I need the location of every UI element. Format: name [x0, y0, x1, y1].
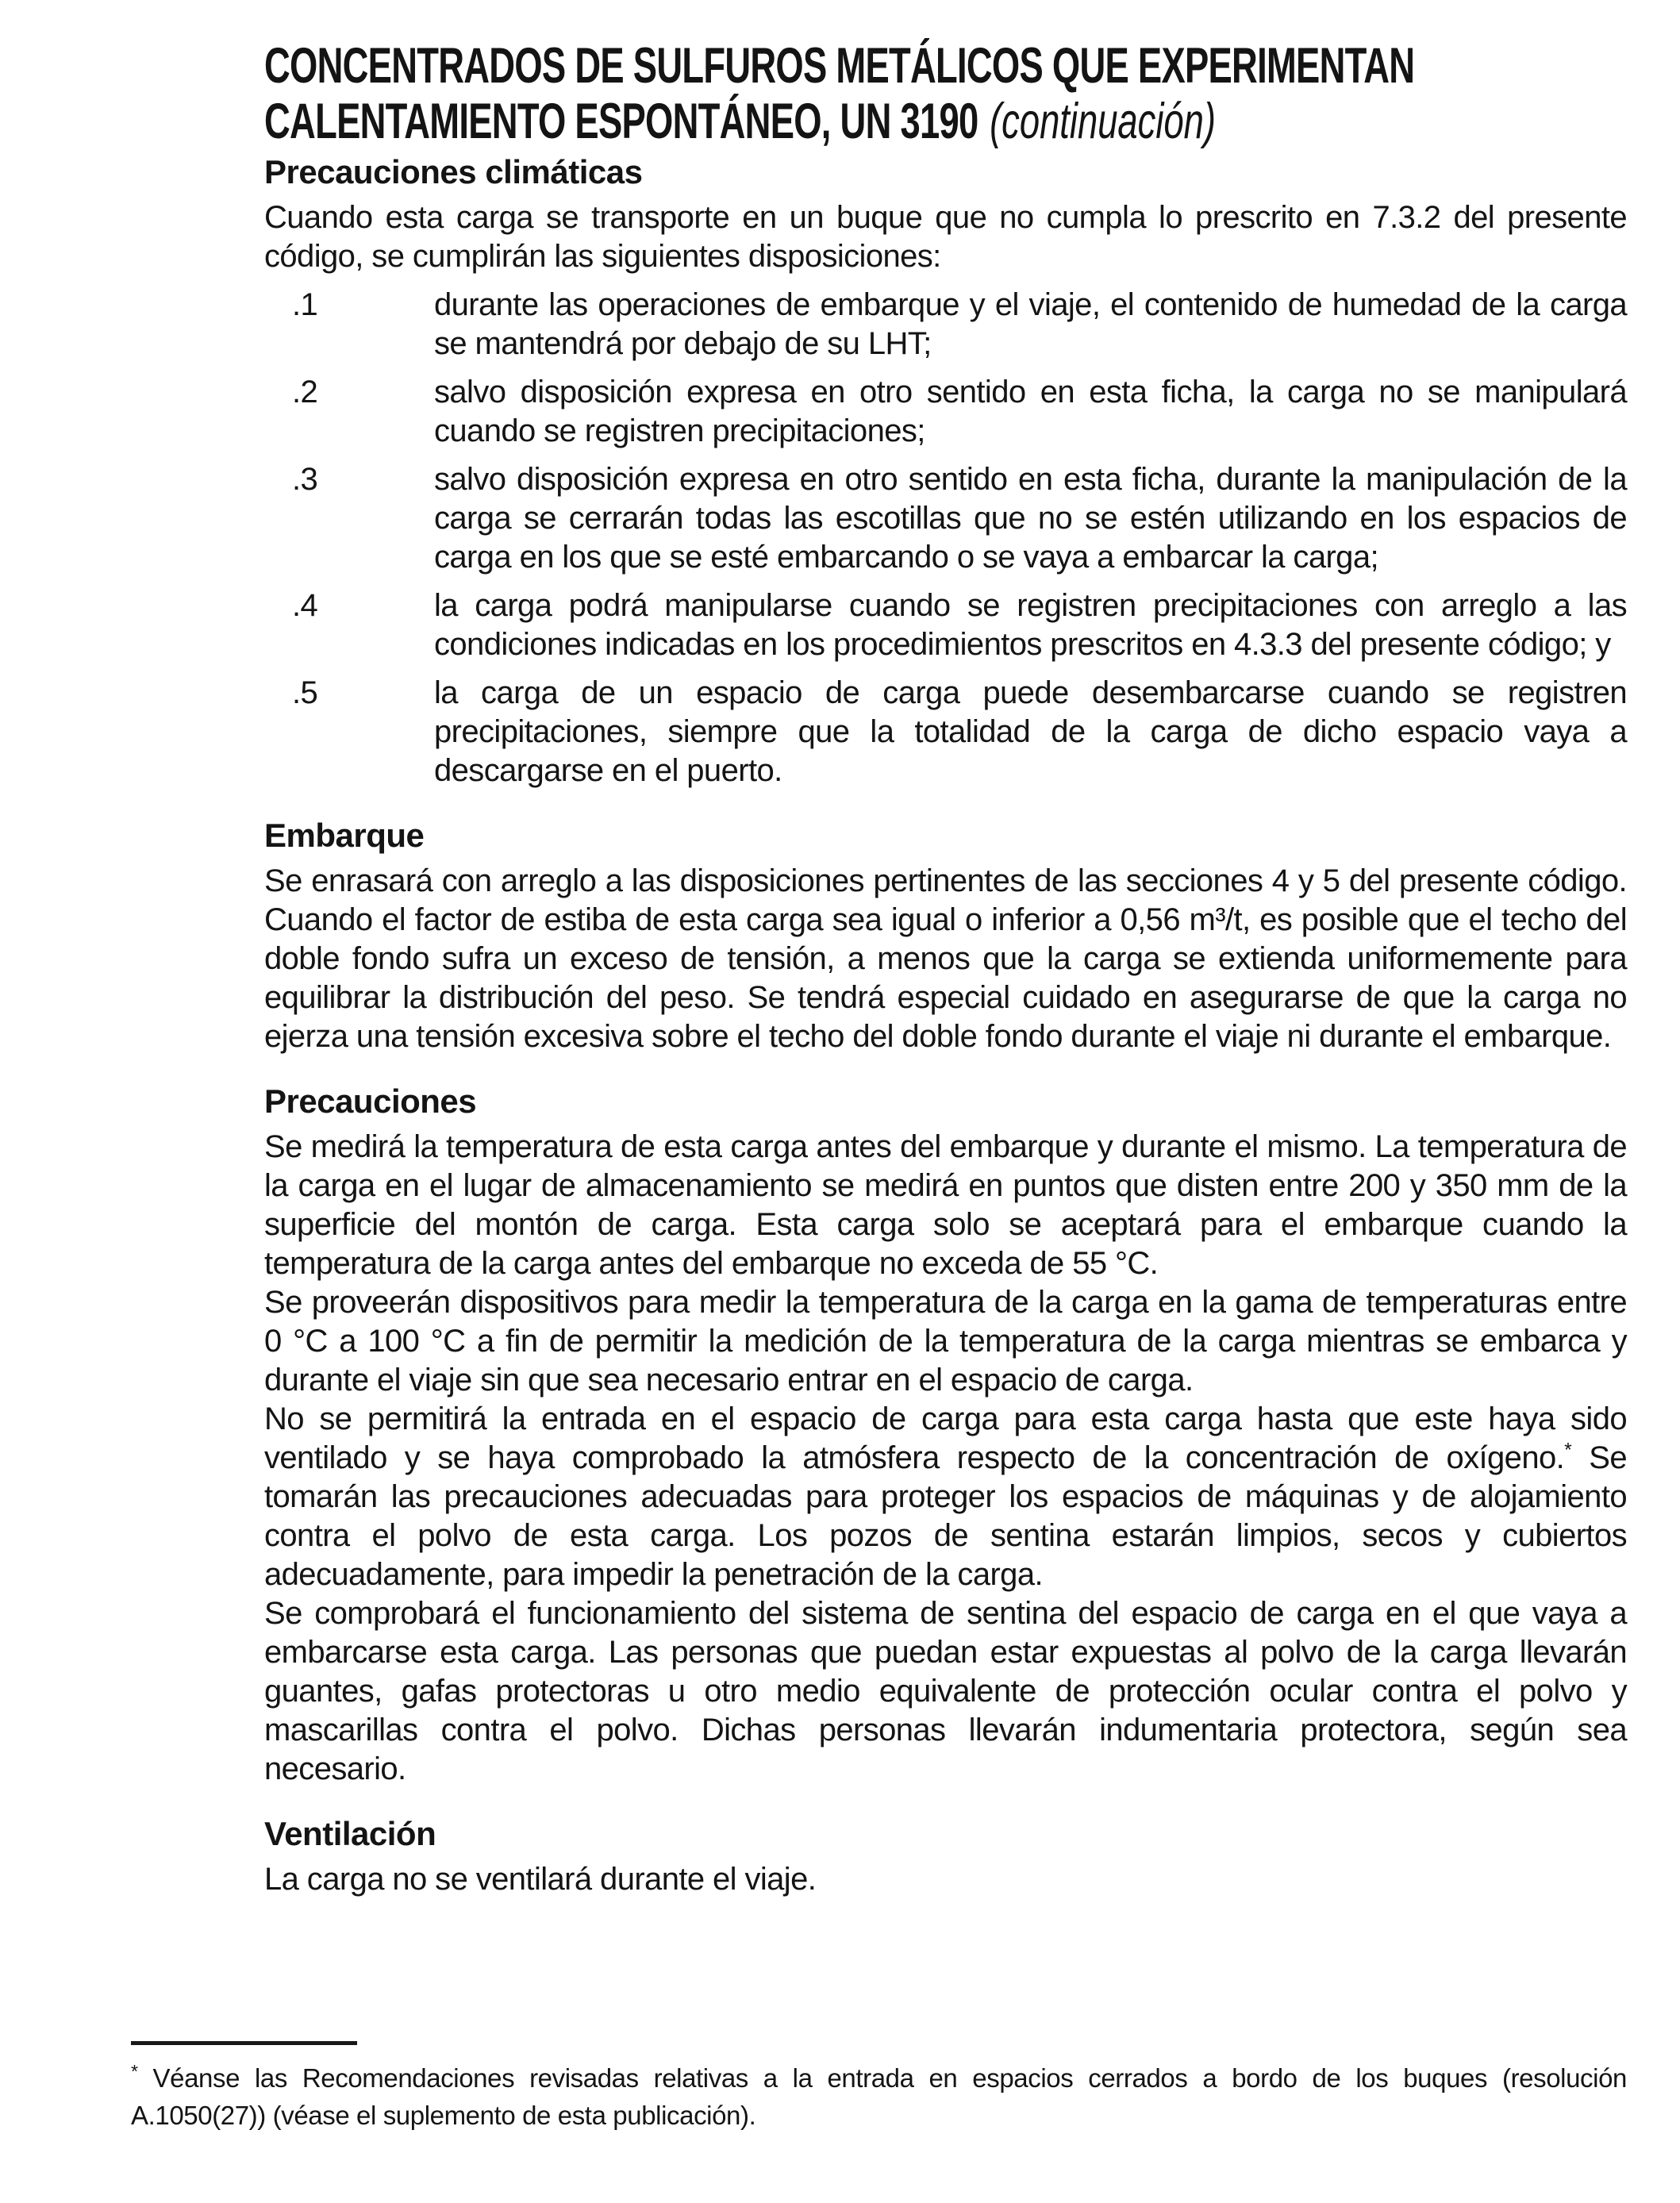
- clause-item-4: [264, 586, 1627, 664]
- footnote-reference-asterisk: *: [1564, 1440, 1572, 1462]
- footnote-body: Véanse las Recomendaciones revisadas relativas a la entrada en espacios cerrados a bordo de los buques (resolución A.1050(27)) (véase el suplemento de esta publicación).: [131, 2063, 1627, 2130]
- title-continuation: (continuación): [990, 94, 1216, 149]
- paragraph-precauciones-3-after: Se tomarán las precauciones adecuadas para proteger los espacios de máquinas y de alojamiento contra el polvo de esta carga. Los pozos de sentina estarán limpios, secos y cubiertos adecuadamente, para impedir la penetración de la carga.: [264, 1440, 1627, 1592]
- page-title: [264, 38, 1627, 149]
- section-heading-precauciones: Precauciones: [264, 1082, 477, 1120]
- title-line-1: CONCENTRADOS DE SULFUROS METÁLICOS QUE EXPERIMENTAN: [264, 38, 1415, 94]
- footnote: [131, 2041, 1627, 2134]
- paragraph-precauciones-3: [264, 1400, 1627, 1594]
- paragraph-clima-intro: Cuando esta carga se transporte en un buque que no cumpla lo prescrito en 7.3.2 del presente código, se cumplirán las siguientes disposiciones:: [264, 200, 1627, 274]
- section-heading-embarque: Embarque: [264, 817, 425, 854]
- section-heading-precauciones-climaticas: Precauciones climáticas: [264, 153, 643, 190]
- clause-number: .4: [292, 588, 318, 623]
- paragraph-precauciones-1: Se medirá la temperatura de esta carga antes del embarque y durante el mismo. La temperatura de la carga en el lugar de almacenamiento se medirá en puntos que disten entre 200 y 350 mm de la superficie del montón de carga. Esta carga solo se aceptará para el embarque cuando la temperatura de la carga antes del embarque no exceda de 55 °C.: [264, 1129, 1627, 1281]
- footnote-rule: [131, 2041, 357, 2045]
- clause-number: .2: [292, 375, 318, 409]
- clause-list: [264, 286, 1627, 790]
- clause-number: .5: [292, 675, 318, 710]
- clause-item-1: [264, 286, 1627, 363]
- clause-text: salvo disposición expresa en otro sentido en esta ficha, la carga no se manipulará cuando se registren precipitaciones;: [434, 375, 1627, 448]
- paragraph-ventilacion: La carga no se ventilará durante el viaje.: [264, 1862, 817, 1897]
- clause-text: la carga de un espacio de carga puede desembarcarse cuando se registren precipitaciones, siempre que la totalidad de la carga de dicho espacio vaya a descargarse en el puerto.: [434, 675, 1627, 788]
- paragraph-embarque: Se enrasará con arreglo a las disposiciones pertinentes de las secciones 4 y 5 del presente código. Cuando el factor de estiba de esta carga sea igual o inferior a 0,56 m³/t, es posible que el techo del doble fondo sufra un exceso de tensión, a menos que la carga se extienda uniformemente para equilibrar la distribución del peso. Se tendrá especial cuidado en asegurarse de que la carga no ejerza una tensión excesiva sobre el techo del doble fondo durante el viaje ni durante el embarque.: [264, 863, 1627, 1054]
- clause-text: durante las operaciones de embarque y el viaje, el contenido de humedad de la carga se mantendrá por debajo de su LHT;: [434, 287, 1627, 361]
- clause-number: .1: [292, 287, 318, 322]
- clause-text: salvo disposición expresa en otro sentido en esta ficha, durante la manipulación de la carga se cerrarán todas las escotillas que no se estén utilizando en los espacios de carga en los que se esté embarcando o se vaya a embarcar la carga;: [434, 462, 1627, 575]
- paragraph-precauciones-2: Se proveerán dispositivos para medir la temperatura de la carga en la gama de temperaturas entre 0 °C a 100 °C a fin de permitir la medición de la temperatura de la carga mientras se embarca y durante el viaje sin que sea necesario entrar en el espacio de carga.: [264, 1285, 1627, 1398]
- clause-item-2: [264, 373, 1627, 451]
- clause-item-5: [264, 674, 1627, 790]
- title-line-2: [264, 94, 1245, 149]
- clause-number: .3: [292, 462, 318, 497]
- paragraph-precauciones-3-before: No se permitirá la entrada en el espacio de carga para esta carga hasta que este haya sido ventilado y se haya comprobado la atmósfera respecto de la concentración de oxígeno.: [264, 1401, 1627, 1475]
- title-line-2-bold: CALENTAMIENTO ESPONTÁNEO, UN 3190: [264, 94, 978, 149]
- text-column: [264, 38, 1627, 1899]
- clause-item-3: [264, 460, 1627, 577]
- paragraph-precauciones-4: Se comprobará el funcionamiento del sistema de sentina del espacio de carga en el que vaya a embarcarse esta carga. Las personas que puedan estar expuestas al polvo de la carga llevarán guantes, gafas protectoras u otro medio equivalente de protección ocular contra el polvo y mascarillas contra el polvo. Dichas personas llevarán indumentaria protectora, según sea necesario.: [264, 1596, 1627, 1786]
- footnote-text: [131, 2059, 1627, 2134]
- footnote-marker-asterisk: *: [131, 2061, 138, 2082]
- section-heading-ventilacion: Ventilación: [264, 1815, 436, 1852]
- clause-text: la carga podrá manipularse cuando se registren precipitaciones con arreglo a las condiciones indicadas en los procedimientos prescritos en 4.3.3 del presente código; y: [434, 588, 1627, 662]
